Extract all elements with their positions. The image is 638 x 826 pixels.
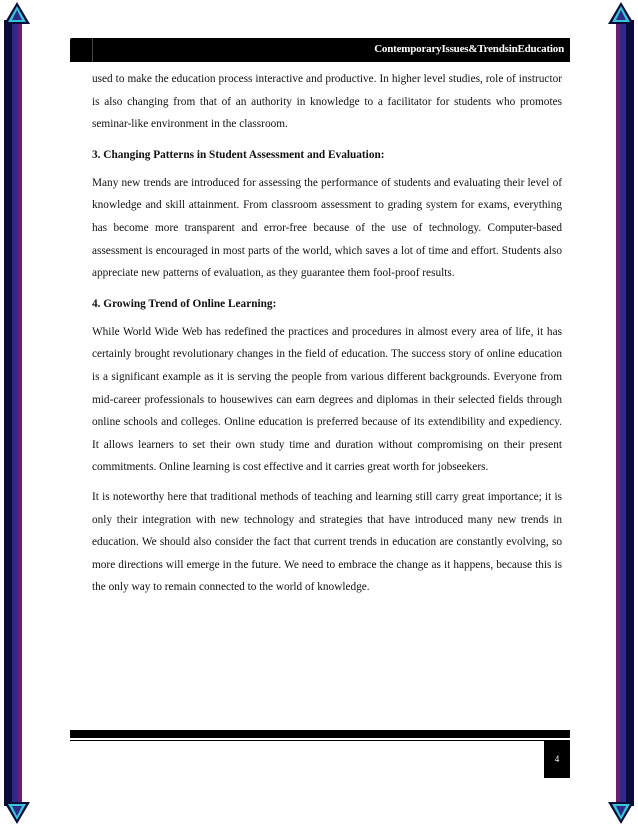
fleur-ornament-icon bbox=[604, 0, 638, 26]
fleur-ornament-icon bbox=[0, 800, 34, 826]
right-page-border bbox=[612, 0, 638, 826]
paragraph-online-learning: While World Wide Web has redefined the practices and procedures in almost every area of life, it has certainly brought revolutionary changes in the field of education. The success story of online education is a significant example as it is serving the people from various different backgrounds. Everyone from mid-career professionals to housewives can earn degrees and diplomas in their selected fields through online schools and colleges. Online education is preferred because of its extendibility and expediency. It allows learners to set their own study time and duration without compromising on their present commitments. Online learning is cost effective and it carries great worth for jobseekers. bbox=[92, 325, 562, 474]
border-bar bbox=[626, 20, 634, 806]
section-heading-online-learning: 4. Growing Trend of Online Learning: bbox=[92, 297, 277, 310]
running-header-title: ContemporaryIssues&TrendsinEducation bbox=[374, 43, 564, 55]
page-content bbox=[92, 68, 562, 606]
border-bar bbox=[620, 20, 626, 806]
footer-bar bbox=[70, 730, 570, 738]
left-page-border bbox=[0, 0, 26, 826]
paragraph-assessment: Many new trends are introduced for assessing the performance of students and evaluating their level of knowledge and skill attainment. From classroom assessment to grading system for exams, everything has become more transparent and error-free because of the use of technology. Computer-based assessment is encouraged in most parts of the world, which saves a lot of time and effort. Students also appreciate new patterns of evaluation, as they guarantee them fool-proof results. bbox=[92, 176, 562, 280]
section-heading-assessment: 3. Changing Patterns in Student Assessment and Evaluation: bbox=[92, 148, 385, 161]
border-bar bbox=[18, 20, 22, 806]
fleur-ornament-icon bbox=[604, 800, 638, 826]
footer-divider bbox=[70, 740, 570, 741]
border-bar bbox=[4, 20, 12, 806]
paragraph-intro: used to make the education process interactive and productive. In higher level studies, role of instructor is also changing from that of an authority in knowledge to a facilitator for students who promotes seminar-like environment in the classroom. bbox=[92, 73, 562, 131]
paragraph-conclusion: It is noteworthy here that traditional methods of teaching and learning still carry great importance; it is only their integration with new technology and strategies that have introduced many new trends in education. We should also consider the fact that current trends in education are constantly evolving, so more directions will emerge in the future. We need to embrace the change as it happens, because this is the only way to remain connected to the world of knowledge. bbox=[92, 490, 562, 594]
border-bar bbox=[616, 20, 620, 806]
page-number: 4 bbox=[554, 754, 560, 764]
fleur-ornament-icon bbox=[0, 0, 34, 26]
